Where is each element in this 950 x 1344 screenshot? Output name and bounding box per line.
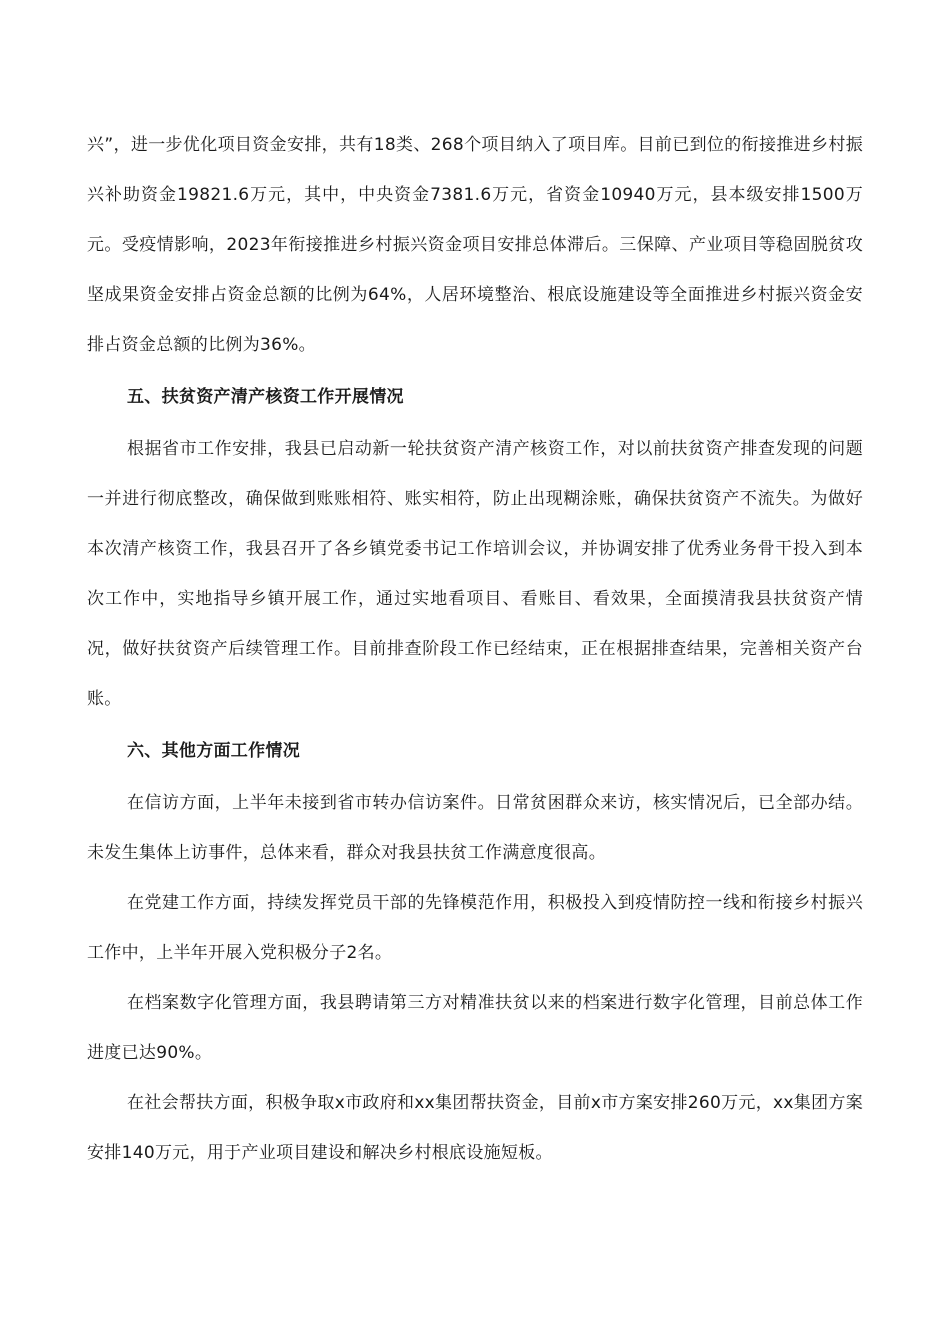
paragraph-party-building: 在党建工作方面，持续发挥党员干部的先锋模范作用，积极投入到疫情防控一线和衔接乡村振兴工作中，上半年开展入党积极分子2名。 [87, 893, 863, 963]
section-heading-asset-verification: 五、扶贫资产清产核资工作开展情况 [127, 387, 404, 407]
document-body [87, 120, 863, 1178]
section-heading-other-work: 六、其他方面工作情况 [127, 741, 300, 761]
paragraph-funding-continuation: 兴”，进一步优化项目资金安排，共有18类、268个项目纳入了项目库。目前已到位的衔接推进乡村振兴补助资金19821.6万元，其中，中央资金7381.6万元，省资金10940万元，县本级安排1500万元。受疫情影响，2023年衔接推进乡村振兴资金项目安排总体滞后。三保障、产业项目等稳固脱贫攻坚成果资金安排占资金总额的比例为64%，人居环境整治、根底设施建设等全面推进乡村振兴资金安排占资金总额的比例为36%。 [87, 135, 863, 355]
paragraph-asset-verification: 根据省市工作安排，我县已启动新一轮扶贫资产清产核资工作，对以前扶贫资产排查发现的问题一并进行彻底整改，确保做到账账相符、账实相符，防止出现糊涂账，确保扶贫资产不流失。为做好本次清产核资工作，我县召开了各乡镇党委书记工作培训会议，并协调安排了优秀业务骨干投入到本次工作中，实地指导乡镇开展工作，通过实地看项目、看账目、看效果，全面摸清我县扶贫资产情况，做好扶贫资产后续管理工作。目前排查阶段工作已经结束，正在根据排查结果，完善相关资产台账。 [87, 439, 863, 709]
paragraph-social-assistance: 在社会帮扶方面，积极争取x市政府和xx集团帮扶资金，目前x市方案安排260万元，xx集团方案安排140万元，用于产业项目建设和解决乡村根底设施短板。 [87, 1093, 863, 1163]
paragraph-archive-digitization: 在档案数字化管理方面，我县聘请第三方对精准扶贫以来的档案进行数字化管理，目前总体工作进度已达90%。 [87, 993, 863, 1063]
paragraph-petitions: 在信访方面，上半年未接到省市转办信访案件。日常贫困群众来访，核实情况后，已全部办结。未发生集体上访事件，总体来看，群众对我县扶贫工作满意度很高。 [87, 793, 863, 863]
